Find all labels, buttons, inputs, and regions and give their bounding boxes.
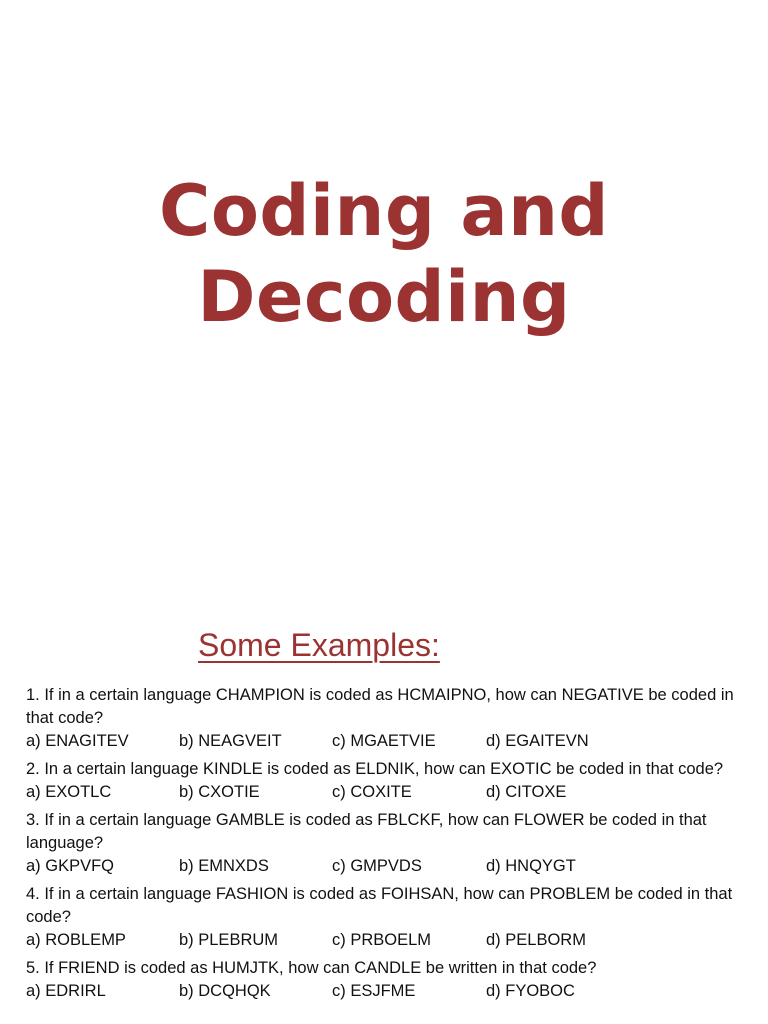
question-1 bbox=[26, 684, 746, 753]
option-c: c) MGAETVIE bbox=[332, 732, 436, 750]
section-heading: Some Examples: bbox=[198, 627, 440, 663]
options-row bbox=[26, 730, 746, 753]
option-c: c) ESJFME bbox=[332, 982, 416, 1000]
option-a: a) EDRIRL bbox=[26, 982, 106, 1000]
option-c: c) COXITE bbox=[332, 783, 412, 801]
question-3 bbox=[26, 809, 746, 878]
question-text: 1. If in a certain language CHAMPION is coded as HCMAIPNO, how can NEGATIVE be coded in that code? bbox=[26, 686, 734, 727]
question-2 bbox=[26, 758, 746, 804]
option-b: b) DCQHQK bbox=[179, 982, 271, 1000]
question-5 bbox=[26, 957, 746, 1003]
option-c: c) PRBOELM bbox=[332, 931, 432, 949]
options-row bbox=[26, 929, 746, 952]
option-b: b) EMNXDS bbox=[179, 857, 269, 875]
question-text: 3. If in a certain language GAMBLE is coded as FBLCKF, how can FLOWER be coded in that language? bbox=[26, 811, 707, 852]
question-text: 5. If FRIEND is coded as HUMJTK, how can CANDLE be written in that code? bbox=[26, 959, 597, 977]
examples-slide bbox=[0, 578, 768, 1024]
main-title bbox=[0, 168, 768, 340]
options-row bbox=[26, 980, 746, 1003]
question-list bbox=[26, 684, 746, 1008]
option-a: a) ENAGITEV bbox=[26, 732, 129, 750]
option-a: a) GKPVFQ bbox=[26, 857, 115, 875]
option-d: d) HNQYGT bbox=[486, 857, 576, 875]
options-row bbox=[26, 781, 746, 804]
option-b: b) PLEBRUM bbox=[179, 931, 279, 949]
question-4 bbox=[26, 883, 746, 952]
option-d: d) FYOBOC bbox=[486, 982, 575, 1000]
option-c: c) GMPVDS bbox=[332, 857, 422, 875]
option-a: a) ROBLEMP bbox=[26, 931, 126, 949]
question-text: 2. In a certain language KINDLE is coded as ELDNIK, how can EXOTIC be coded in that code? bbox=[26, 760, 724, 778]
option-b: b) CXOTIE bbox=[179, 783, 260, 801]
option-b: b) NEAGVEIT bbox=[179, 732, 282, 750]
option-d: d) EGAITEVN bbox=[486, 732, 589, 750]
main-title-line-2: Decoding bbox=[197, 256, 571, 338]
option-d: d) PELBORM bbox=[486, 931, 586, 949]
option-a: a) EXOTLC bbox=[26, 783, 112, 801]
main-title-line-1: Coding and bbox=[158, 170, 610, 252]
option-d: d) CITOXE bbox=[486, 783, 567, 801]
options-row bbox=[26, 855, 746, 878]
question-text: 4. If in a certain language FASHION is coded as FOIHSAN, how can PROBLEM be coded in that code? bbox=[26, 885, 733, 926]
